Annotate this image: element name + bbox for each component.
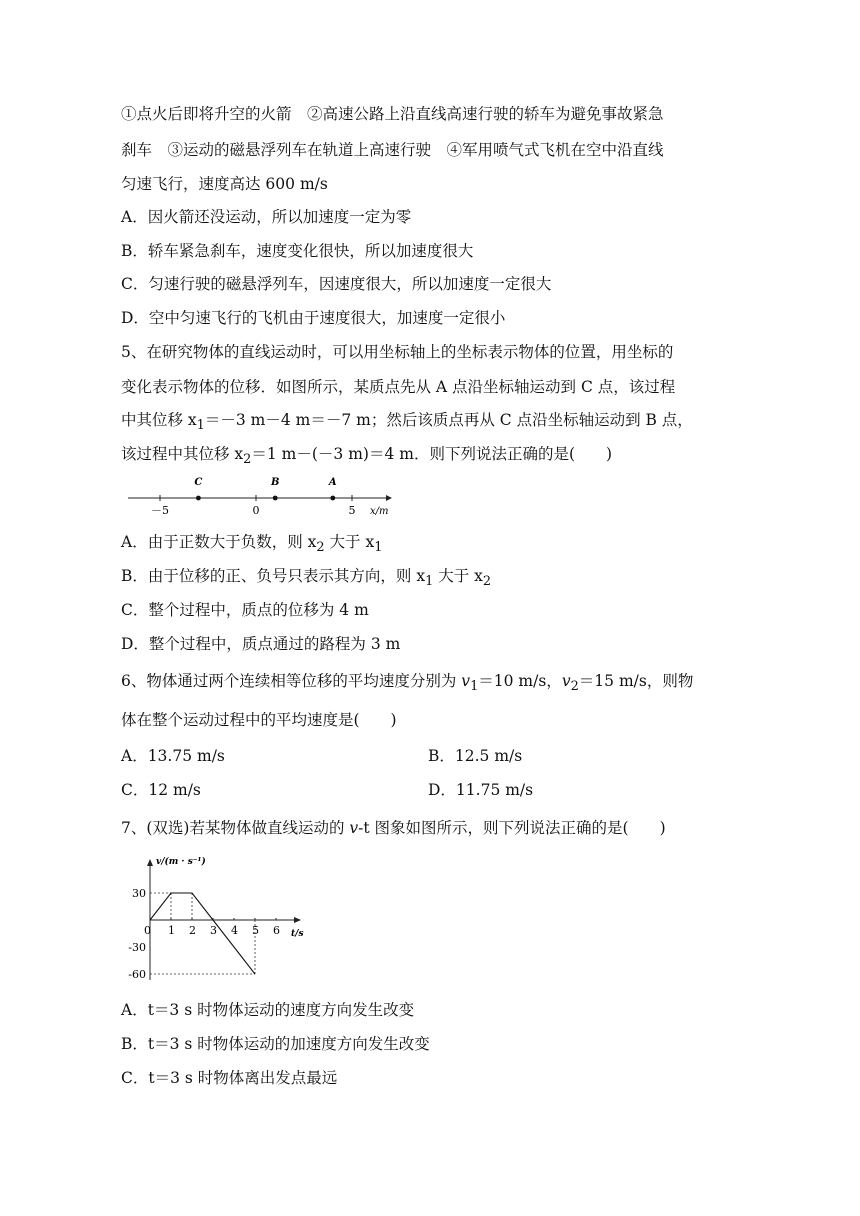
q7-option-a: A．t＝3 s 时物体运动的速度方向发生改变 [121,1001,415,1019]
q5-stem-line-1: 5、在研究物体的直线运动时，可以用坐标轴上的坐标表示物体的位置，用坐标的 [121,343,674,361]
q4-stem-line-3: 匀速飞行，速度高达 600 m/s [121,175,328,193]
q5-option-c: C．整个过程中，质点的位移为 4 m [121,601,369,619]
vt-x-tick-label: 6 [273,924,280,937]
vt-x-tick-label: 3 [210,924,217,937]
q6-stem-line-1: 6、物体通过两个连续相等位移的平均速度分别为 $v_1=10$ m/s，$v_2=15$ m/s，则物 [121,672,694,695]
axis-point-label: C [194,477,203,488]
q6-option-a: A．13.75 m/s [121,747,225,765]
vt-x-tick-label: 5 [252,924,259,937]
q5-option-a: A．由于正数大于负数，则 $x_2$ 大于 $x_1$ [121,533,383,556]
axis-point-b [273,496,278,501]
q7-stem-line-1: 7、(双选)若某物体做直线运动的 v-t 图象如图所示，则下列说法正确的是( ) [121,819,666,837]
q4-option-a: A．因火箭还没运动，所以加速度一定为零 [121,208,412,226]
vt-y-tick-label: -60 [128,968,146,981]
axis-tick-label: －5 [151,504,169,517]
vt-ylabel: v/(m · s⁻¹) [156,857,206,867]
vt-x-tick-label: 2 [189,924,196,937]
q7-option-b: B．t＝3 s 时物体运动的加速度方向发生改变 [121,1035,430,1053]
vt-series-line [150,893,255,974]
axis-point-label: A [328,477,337,488]
vt-xlabel: t/s [291,929,304,939]
q6-option-d: D．11.75 m/s [428,781,534,799]
q5-option-d: D．整个过程中，质点通过的路程为 3 m [121,635,401,653]
axis-point-a [330,496,335,501]
q4-option-b: B．轿车紧急刹车，速度变化很快，所以加速度很大 [121,242,474,260]
q5-number-line-figure [124,470,394,522]
axis-tick-label: 5 [348,504,356,517]
vt-y-tick-label: 30 [132,887,146,900]
axis-tick-label: 0 [252,504,260,517]
q4-option-c: C．匀速行驶的磁悬浮列车，因速度很大，所以加速度一定很大 [121,275,552,293]
q6-option-b: B．12.5 m/s [428,747,523,765]
q6-stem-line-2: 体在整个运动过程中的平均速度是( ) [121,711,397,729]
q4-stem-line-2: 刹车 ③运动的磁悬浮列车在轨道上高速行驶 ④军用喷气式飞机在空中沿直线 [121,141,664,159]
q5-axis-unit: x/m [370,506,389,517]
axis-point-c [196,496,201,501]
vt-y-tick-label: -30 [128,941,146,954]
vt-x-tick-label: 0 [144,924,151,937]
vt-x-tick-label: 4 [231,924,238,937]
q4-option-d: D．空中匀速飞行的飞机由于速度很大，加速度一定很小 [121,309,506,327]
q5-stem-line-4: 该过程中其位移 $x_2=1$ m－(－3 m)＝4 m．则下列说法正确的是( ) [121,445,613,468]
q5-option-b: B．由于位移的正、负号只表示其方向，则 $x_1$ 大于 $x_2$ [121,567,492,590]
q5-stem-line-2: 变化表示物体的位移．如图所示，某质点先从 A 点沿坐标轴运动到 C 点，该过程 [121,378,676,396]
q7-option-c: C．t＝3 s 时物体离出发点最远 [121,1069,338,1087]
q7-vt-graph [126,850,316,985]
vt-x-tick-label: 1 [168,924,175,937]
q5-stem-line-3: 中其位移 $x_1=-3$ m－4 m＝－7 m；然后该质点再从 C 点沿坐标轴运动到 B 点， [121,411,693,434]
q6-option-c: C．12 m/s [121,781,201,799]
q4-stem-line-1: ①点火后即将升空的火箭 ②高速公路上沿直线高速行驶的轿车为避免事故紧急 [121,105,664,123]
axis-point-label: B [270,477,280,488]
